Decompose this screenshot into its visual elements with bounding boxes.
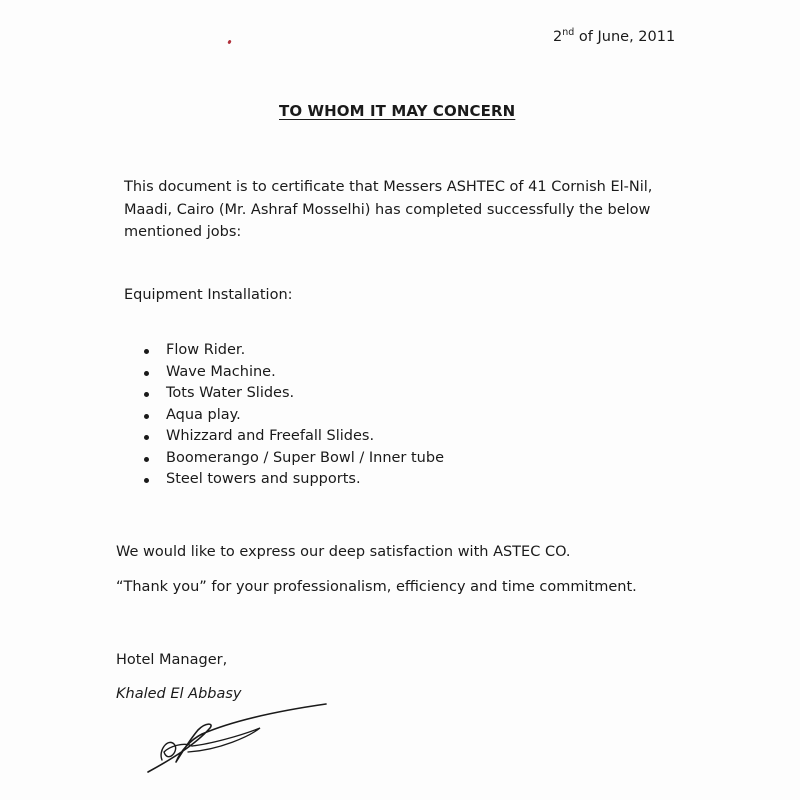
job-label: Flow Rider. — [166, 342, 246, 358]
job-label: Steel towers and supports. — [166, 471, 361, 487]
signature-stroke-loop — [161, 742, 192, 760]
bullet-icon — [144, 435, 149, 440]
list-item — [140, 405, 444, 427]
bullet-icon — [144, 392, 149, 397]
letter-heading: TO WHOM IT MAY CONCERN — [279, 102, 516, 120]
satisfaction-line: We would like to express our deep satisfaction with ASTEC CO. — [116, 544, 571, 560]
list-item — [140, 362, 444, 384]
bullet-icon — [144, 457, 149, 462]
date-rest: of June, 2011 — [574, 29, 676, 45]
handwritten-signature — [140, 690, 340, 790]
ink-speck — [227, 40, 232, 45]
list-item — [140, 340, 444, 362]
list-item — [140, 383, 444, 405]
date-day: 2 — [553, 29, 563, 45]
job-label: Tots Water Slides. — [166, 385, 295, 401]
section-label: Equipment Installation: — [124, 287, 293, 303]
job-label: Wave Machine. — [166, 363, 276, 380]
intro-paragraph: This document is to certificate that Messers ASHTEC of 41 Cornish El-Nil, Maadi, Cairo (Mr. Ashraf Mosselhi) has completed successfully the below mentioned jobs: — [124, 179, 653, 240]
job-label: Aqua play. — [166, 406, 241, 423]
bullet-icon — [144, 349, 149, 354]
bullet-icon — [144, 371, 149, 376]
signature-stroke-main — [148, 704, 326, 772]
list-item — [140, 426, 444, 448]
date-suffix: nd — [562, 27, 575, 38]
bullet-icon — [144, 414, 149, 419]
thank-you-line: “Thank you” for your professionalism, efficiency and time commitment. — [116, 579, 637, 595]
list-item — [140, 448, 444, 470]
list-item — [140, 469, 444, 491]
bullet-icon — [144, 478, 149, 483]
signer-title: Hotel Manager, — [116, 652, 228, 668]
letter-date — [553, 29, 675, 45]
job-label: Whizzard and Freefall Slides. — [166, 428, 375, 444]
jobs-list — [140, 340, 444, 491]
signer-name: Khaled El Abbasy — [116, 686, 242, 702]
job-label: Boomerango / Super Bowl / Inner tube — [166, 449, 444, 466]
signature-stroke-tail — [188, 728, 260, 752]
